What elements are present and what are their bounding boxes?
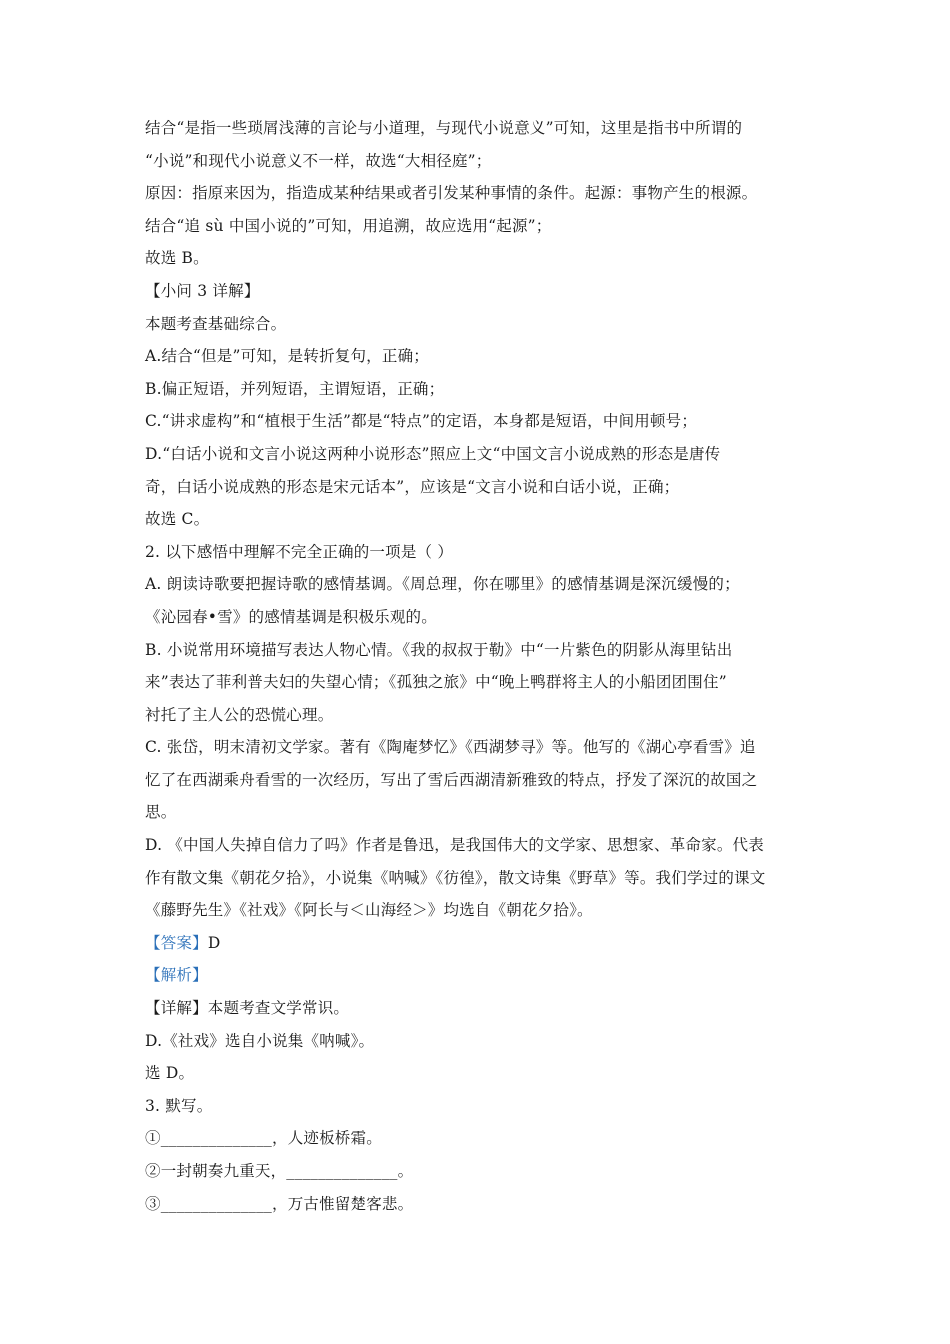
text-line: 故选 C。: [145, 510, 210, 529]
text-line: D.“白话小说和文言小说这两种小说形态”照应上文“中国文言小说成熟的形态是唐传: [145, 444, 721, 463]
text-line: 【详解】本题考查文学常识。: [145, 999, 350, 1018]
text-line: 奇，白话小说成熟的形态是宋元话本”，应该是“文言小说和白话小说，正确；: [145, 477, 680, 496]
option-a: A. 朗读诗歌要把握诗歌的感情基调。《周总理，你在哪里》的感情基调是深沉缓慢的；: [145, 575, 740, 594]
text-line: 结合“追 sù 中国小说的”可知，用追溯，故应选用“起源”；: [145, 216, 552, 235]
text-line: 原因：指原来因为，指造成某种结果或者引发某种事情的条件。起源：事物产生的根源。: [145, 184, 758, 203]
text-line: D.《社戏》选自小说集《呐喊》。: [145, 1031, 375, 1050]
fill-blank-line: ①______________，人迹板桥霜。: [145, 1129, 382, 1148]
option-b: B. 小说常用环境描写表达人物心情。《我的叔叔于勒》中“一片紫色的阴影从海里钻出: [145, 640, 733, 659]
answer-value: D: [207, 933, 221, 952]
analysis-line: [145, 959, 815, 992]
option-a-cont: 《沁园春•雪》的感情基调是积极乐观的。: [145, 607, 437, 626]
text-line: A.结合“但是”可知，是转折复句，正确；: [145, 347, 429, 366]
text-line: 结合“是指一些琐屑浅薄的言论与小道理，与现代小说意义”可知，这里是指书中所谓的: [145, 119, 743, 137]
answer-label: 【答案】: [145, 933, 208, 952]
document-body: [145, 112, 815, 1220]
text-line: B.偏正短语，并列短语，主谓短语，正确；: [145, 379, 445, 398]
fill-blank-line: ③______________，万古惟留楚客悲。: [145, 1194, 414, 1213]
option-b-cont: 衬托了主人公的恐慌心理。: [145, 705, 334, 724]
text-line: “小说”和现代小说意义不一样，故选“大相径庭”；: [145, 151, 492, 170]
answer-line: [145, 927, 815, 960]
option-c: C. 张岱，明末清初文学家。著有《陶庵梦忆》《西湖梦寻》等。他写的《湖心亭看雪》追: [145, 738, 756, 757]
section-heading: 【小问 3 详解】: [145, 281, 260, 300]
option-c-cont: 忆了在西湖乘舟看雪的一次经历，写出了雪后西湖清新雅致的特点，抒发了深沉的故国之: [145, 770, 758, 789]
option-b-cont: 来”表达了菲利普夫妇的失望心情；《孤独之旅》中“晚上鸭群将主人的小船团团围住”: [145, 673, 727, 692]
option-d-cont: 作有散文集《朝花夕拾》，小说集《呐喊》《彷徨》，散文诗集《野草》等。我们学过的课文: [145, 868, 766, 887]
text-line: 本题考查基础综合。: [145, 314, 287, 333]
question-stem: 3. 默写。: [145, 1096, 213, 1115]
fill-blank-line: ②一封朝奏九重天，______________。: [145, 1162, 414, 1180]
option-c-cont: 思。: [145, 803, 177, 822]
text-line: 故选 B。: [145, 249, 209, 268]
analysis-label: 【解析】: [145, 966, 208, 985]
option-d: D. 《中国人失掉自信力了吗》作者是鲁迅，是我国伟大的文学家、思想家、革命家。代表: [145, 836, 764, 855]
option-d-cont: 《藤野先生》《社戏》《阿长与＜山海经＞》均选自《朝花夕拾》。: [145, 901, 593, 920]
text-line: C.“讲求虚构”和“植根于生活”都是“特点”的定语，本身都是短语，中间用顿号；: [145, 412, 698, 431]
question-stem: 2. 以下感悟中理解不完全正确的一项是（ ）: [145, 542, 454, 561]
text-line: 选 D。: [145, 1064, 195, 1083]
